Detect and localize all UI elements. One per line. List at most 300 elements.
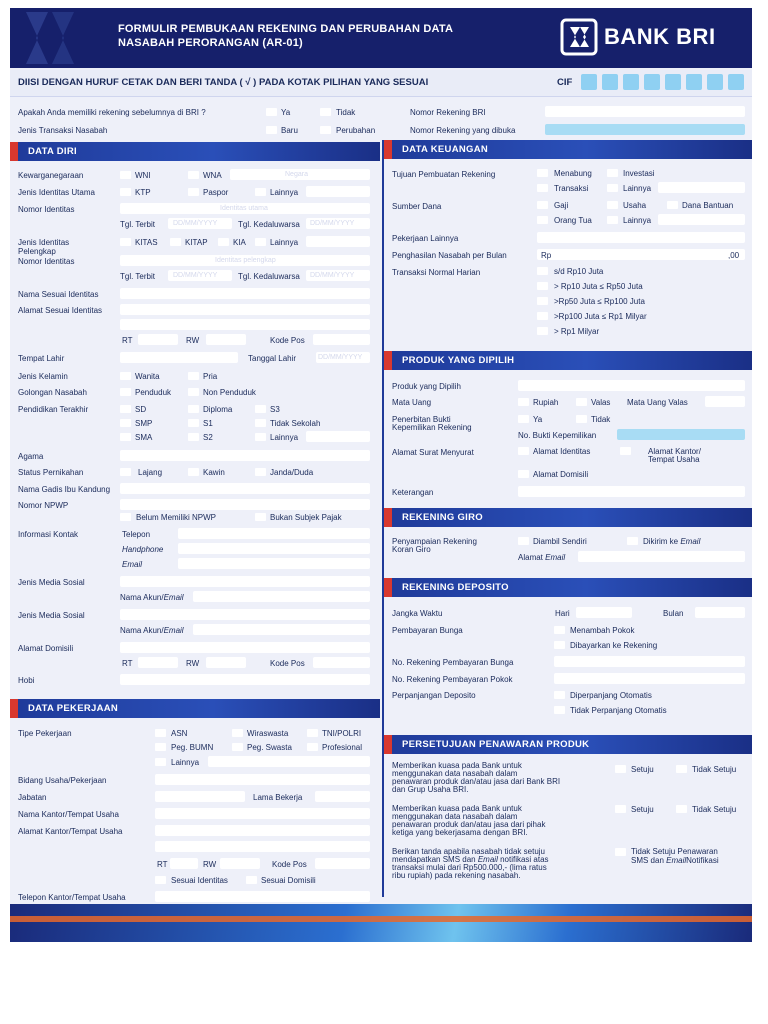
daily-opt-1-label: s/d Rp10 Juta bbox=[554, 267, 604, 276]
other-id-field[interactable] bbox=[306, 186, 370, 197]
kitas-checkbox[interactable] bbox=[120, 238, 131, 246]
form-title-line-2: NASABAH PERORANGAN (AR-01) bbox=[118, 37, 303, 49]
consent-1-agree-checkbox[interactable] bbox=[615, 765, 626, 773]
s3-label: S3 bbox=[270, 405, 280, 414]
female-checkbox[interactable] bbox=[120, 372, 131, 380]
ownership-proof-label-1: Penerbitan Bukti bbox=[392, 415, 451, 424]
email-field[interactable] bbox=[178, 558, 370, 569]
salary-checkbox[interactable] bbox=[537, 201, 548, 209]
new-label: Baru bbox=[281, 126, 298, 135]
extension-label: Perpanjangan Deposito bbox=[392, 691, 476, 700]
cif-digit-box[interactable] bbox=[623, 74, 639, 90]
proof-yes-label: Ya bbox=[533, 415, 543, 424]
postal-code-field[interactable] bbox=[313, 334, 370, 345]
valas-checkbox[interactable] bbox=[576, 398, 587, 406]
s1-label: S1 bbox=[203, 419, 213, 428]
proof-number-label: No. Bukti Kepemilikan bbox=[518, 431, 597, 440]
married-checkbox[interactable] bbox=[188, 468, 199, 476]
self-employed-checkbox[interactable] bbox=[232, 729, 243, 737]
professional-checkbox[interactable] bbox=[307, 743, 318, 751]
sms-email-disagree-checkbox[interactable] bbox=[615, 848, 626, 856]
domicile-postal-label: Kode Pos bbox=[270, 659, 305, 668]
name-field[interactable] bbox=[120, 288, 370, 299]
private-employee-label: Peg. Swasta bbox=[247, 743, 292, 752]
parents-checkbox[interactable] bbox=[537, 216, 548, 224]
private-employee-checkbox[interactable] bbox=[232, 743, 243, 751]
no-school-checkbox[interactable] bbox=[255, 419, 266, 427]
disagree-label: Tidak Setuju bbox=[692, 805, 737, 814]
no-auto-extend-checkbox[interactable] bbox=[554, 706, 565, 714]
mail-office-address-checkbox[interactable] bbox=[620, 447, 631, 455]
office-phone-label: Telepon Kantor/Tempat Usaha bbox=[18, 893, 126, 902]
office-phone-field[interactable] bbox=[155, 891, 370, 902]
section-title: DATA PEKERJAAN bbox=[28, 703, 119, 714]
kia-checkbox[interactable] bbox=[218, 238, 229, 246]
same-as-domicile-checkbox[interactable] bbox=[246, 876, 257, 884]
address-field-line-1[interactable] bbox=[120, 304, 370, 315]
handphone-label: Handphone bbox=[122, 545, 164, 554]
section-data-keuangan bbox=[384, 140, 752, 159]
consent-3-text: mendapatkan SMS dan bbox=[392, 855, 478, 864]
sma-checkbox[interactable] bbox=[120, 433, 131, 441]
send-email-checkbox[interactable] bbox=[627, 537, 638, 545]
domicile-postal-field[interactable] bbox=[313, 657, 370, 668]
consent-1-line: dan Grup Usaha BRI. bbox=[392, 785, 469, 794]
daily-opt-4-label: >Rp100 Juta ≤ Rp1 Milyar bbox=[554, 312, 647, 321]
other-id-checkbox[interactable] bbox=[255, 188, 266, 196]
instruction-text: DIISI DENGAN HURUF CETAK DAN BERI TANDA ( √ ) PADA KOTAK PILIHAN YANG SESUAI bbox=[18, 77, 429, 88]
daily-opt-2-checkbox[interactable] bbox=[537, 282, 548, 290]
passport-label: Paspor bbox=[203, 188, 229, 197]
consent-2-agree-checkbox[interactable] bbox=[615, 805, 626, 813]
country-placeholder: Negara bbox=[285, 171, 308, 178]
daily-opt-4-checkbox[interactable] bbox=[537, 312, 548, 320]
proof-number-field[interactable] bbox=[617, 429, 745, 440]
same-as-id-label: Sesuai Identitas bbox=[171, 876, 228, 885]
form-title-line-1: FORMULIR PEMBUKAAN REKENING DAN PERUBAHAN DATA bbox=[118, 23, 454, 35]
consent-3-line: Berikan tanda apabila nasabah tidak setuju bbox=[392, 847, 545, 856]
other-education-checkbox[interactable] bbox=[255, 433, 266, 441]
section-rekening-giro bbox=[384, 508, 752, 527]
sms-disagree-label: Tidak Setuju Penawaran bbox=[631, 847, 718, 856]
daily-opt-5-checkbox[interactable] bbox=[537, 327, 548, 335]
principal-account-label: No. Rekening Pembayaran Pokok bbox=[392, 675, 513, 684]
cif-digit-box[interactable] bbox=[707, 74, 723, 90]
mail-office-address-label-2: Tempat Usaha bbox=[648, 455, 700, 464]
job-type-label: Tipe Pekerjaan bbox=[18, 729, 72, 738]
other-supp-id-field[interactable] bbox=[306, 236, 370, 247]
cif-label: CIF bbox=[557, 77, 573, 88]
non-resident-checkbox[interactable] bbox=[188, 388, 199, 396]
male-checkbox[interactable] bbox=[188, 372, 199, 380]
other-education-field[interactable] bbox=[306, 431, 370, 442]
cif-digit-box[interactable] bbox=[686, 74, 702, 90]
address-email-text: Email bbox=[545, 553, 566, 562]
female-label: Wanita bbox=[135, 372, 160, 381]
foreign-currency-label: Mata Uang Valas bbox=[627, 398, 688, 407]
primary-id-placeholder: Identitas utama bbox=[220, 205, 268, 212]
consent-1-line: menggunakan data nasabah dalam bbox=[392, 769, 518, 778]
date-placeholder: DD/MM/YYYY bbox=[318, 354, 363, 361]
not-tax-subject-label: Bukan Subjek Pajak bbox=[270, 513, 342, 522]
domicile-address-field[interactable] bbox=[120, 642, 370, 653]
cif-digit-box[interactable] bbox=[665, 74, 681, 90]
office-name-field[interactable] bbox=[155, 808, 370, 819]
mother-maiden-name-field[interactable] bbox=[120, 483, 370, 494]
npwp-field[interactable] bbox=[120, 499, 370, 510]
resident-label: Penduduk bbox=[135, 388, 172, 397]
smp-checkbox[interactable] bbox=[120, 419, 131, 427]
transaction-type-label: Jenis Transaksi Nasabah bbox=[18, 126, 108, 135]
section-tab bbox=[10, 142, 18, 161]
widowed-label: Janda/Duda bbox=[270, 468, 314, 477]
section-title: DATA DIRI bbox=[28, 146, 77, 157]
same-as-domicile-label: Sesuai Domisili bbox=[261, 876, 316, 885]
postal-code-label: Kode Pos bbox=[270, 336, 305, 345]
other-purpose-field[interactable] bbox=[658, 182, 745, 193]
account-email-text: Email bbox=[163, 626, 184, 635]
birthplace-field[interactable] bbox=[120, 352, 238, 363]
account-name-field-2[interactable] bbox=[193, 624, 370, 635]
handphone-field[interactable] bbox=[178, 543, 370, 554]
disagree-label: Tidak Setuju bbox=[692, 765, 737, 774]
consent-3-email: Email bbox=[477, 855, 498, 864]
account-name-text: Nama Akun/ bbox=[120, 593, 164, 602]
giro-email-field[interactable] bbox=[578, 551, 745, 562]
other-source-field[interactable] bbox=[658, 214, 745, 225]
birthplace-label: Tempat Lahir bbox=[18, 354, 65, 363]
chosen-product-field[interactable] bbox=[518, 380, 745, 391]
supplementary-id-type-label-2: Pelengkap bbox=[18, 247, 56, 256]
daily-transaction-label: Transaksi Normal Harian bbox=[392, 268, 481, 277]
mail-domicile-label: Alamat Domisili bbox=[533, 470, 589, 479]
wna-label: WNA bbox=[203, 171, 222, 180]
ktp-checkbox[interactable] bbox=[120, 188, 131, 196]
yes-label: Ya bbox=[281, 108, 291, 117]
diploma-checkbox[interactable] bbox=[188, 405, 199, 413]
bank-brand bbox=[560, 18, 740, 56]
date-placeholder: DD/MM/YYYY bbox=[310, 272, 355, 279]
transaction-checkbox[interactable] bbox=[537, 184, 548, 192]
pick-up-label: Diambil Sendiri bbox=[533, 537, 587, 546]
expiry-date-label: Tgl. Kedaluwarsa bbox=[238, 220, 300, 229]
gender-label: Jenis Kelamin bbox=[18, 372, 68, 381]
section-produk bbox=[384, 351, 752, 370]
add-principal-label: Menambah Pokok bbox=[570, 626, 635, 635]
supp-issue-date-label: Tgl. Terbit bbox=[120, 272, 155, 281]
decimal-suffix: ,00 bbox=[728, 251, 740, 260]
account-name-field-1[interactable] bbox=[193, 591, 370, 602]
self-employed-label: Wiraswasta bbox=[247, 729, 289, 738]
cif-digit-box[interactable] bbox=[602, 74, 618, 90]
social-media-type-label-2: Jenis Media Sosial bbox=[18, 611, 85, 620]
section-title: REKENING DEPOSITO bbox=[402, 582, 509, 593]
sms-text: SMS dan bbox=[631, 856, 667, 865]
other-supp-id-checkbox[interactable] bbox=[255, 238, 266, 246]
section-tab bbox=[384, 351, 392, 370]
send-to-text: Dikirim ke bbox=[643, 537, 681, 546]
resident-checkbox[interactable] bbox=[120, 388, 131, 396]
bri-account-number-label: Nomor Rekening BRI bbox=[410, 108, 486, 117]
saving-checkbox[interactable] bbox=[537, 169, 548, 177]
existing-account-no-checkbox[interactable] bbox=[320, 108, 331, 116]
domicile-rw-field[interactable] bbox=[206, 657, 246, 668]
daily-opt-3-checkbox[interactable] bbox=[537, 297, 548, 305]
other-job-fin-label: Pekerjaan Lainnya bbox=[392, 234, 459, 243]
change-checkbox[interactable] bbox=[320, 126, 331, 134]
rw-label: RW bbox=[186, 336, 200, 345]
wni-label: WNI bbox=[135, 171, 151, 180]
office-rw-label: RW bbox=[203, 860, 217, 869]
office-address-label: Alamat Kantor/Tempat Usaha bbox=[18, 827, 123, 836]
currency-prefix: Rp bbox=[541, 251, 552, 260]
position-field[interactable] bbox=[155, 791, 245, 802]
notes-field[interactable] bbox=[518, 486, 745, 497]
other-purpose-label: Lainnya bbox=[623, 184, 652, 193]
daily-opt-3-label: >Rp50 Juta ≤ Rp100 Juta bbox=[554, 297, 645, 306]
sd-checkbox[interactable] bbox=[120, 405, 131, 413]
agree-label: Setuju bbox=[631, 805, 654, 814]
office-rt-field[interactable] bbox=[170, 858, 198, 869]
date-placeholder: DD/MM/YYYY bbox=[173, 272, 218, 279]
id-number-label: Nomor Identitas bbox=[18, 205, 75, 214]
consent-3-text: notifikasi atas bbox=[497, 855, 549, 864]
domicile-rt-field[interactable] bbox=[138, 657, 178, 668]
existing-account-yes-checkbox[interactable] bbox=[266, 108, 277, 116]
wna-checkbox[interactable] bbox=[188, 171, 199, 179]
section-data-pekerjaan bbox=[10, 699, 380, 718]
aid-fund-checkbox[interactable] bbox=[667, 201, 678, 209]
new-checkbox[interactable] bbox=[266, 126, 277, 134]
kitap-checkbox[interactable] bbox=[170, 238, 181, 246]
monthly-income-field[interactable] bbox=[537, 249, 745, 260]
widowed-checkbox[interactable] bbox=[255, 468, 266, 476]
phone-label: Telepon bbox=[122, 530, 151, 539]
account-name-text: Nama Akun/ bbox=[120, 626, 164, 635]
consent-3-line: ribu rupiah) pada rekening nasabah. bbox=[392, 871, 521, 880]
brand-watermark-icon bbox=[18, 8, 88, 68]
office-address-field-2[interactable] bbox=[155, 841, 370, 852]
section-tab bbox=[384, 578, 392, 597]
office-postal-field[interactable] bbox=[315, 858, 370, 869]
section-tab bbox=[10, 699, 18, 718]
not-tax-subject-checkbox[interactable] bbox=[255, 513, 266, 521]
address-label: Alamat Sesuai Identitas bbox=[18, 306, 103, 315]
office-name-label: Nama Kantor/Tempat Usaha bbox=[18, 810, 119, 819]
supplementary-id-type-label-1: Jenis Identitas bbox=[18, 238, 70, 247]
bumn-employee-checkbox[interactable] bbox=[155, 743, 166, 751]
bumn-employee-label: Peg. BUMN bbox=[171, 743, 214, 752]
education-label: Pendidikan Terakhir bbox=[18, 405, 89, 414]
smp-label: SMP bbox=[135, 419, 153, 428]
social-media-type-label-1: Jenis Media Sosial bbox=[18, 578, 85, 587]
rw-field[interactable] bbox=[206, 334, 246, 345]
supp-expiry-date-label: Tgl. Kedaluwarsa bbox=[238, 272, 300, 281]
consent-2-line: ketiga yang bekerjasama dengan BRI. bbox=[392, 828, 528, 837]
rupiah-checkbox[interactable] bbox=[518, 398, 529, 406]
aid-fund-label: Dana Bantuan bbox=[682, 201, 734, 210]
interest-payment-label: Pembayaran Bunga bbox=[392, 626, 463, 635]
sma-label: SMA bbox=[135, 433, 153, 442]
section-tab bbox=[384, 140, 392, 159]
section-title: DATA KEUANGAN bbox=[402, 144, 489, 155]
months-field[interactable] bbox=[695, 607, 745, 618]
religion-label: Agama bbox=[18, 452, 44, 461]
office-address-field-1[interactable] bbox=[155, 825, 370, 836]
supp-id-number-label: Nomor Identitas bbox=[18, 257, 75, 266]
business-label: Usaha bbox=[623, 201, 647, 210]
other-job-checkbox[interactable] bbox=[155, 758, 166, 766]
same-as-id-checkbox[interactable] bbox=[155, 876, 166, 884]
birthdate-label: Tanggal Lahir bbox=[248, 354, 297, 363]
section-title: PRODUK YANG DIPILIH bbox=[402, 355, 515, 366]
opened-account-number-field[interactable] bbox=[545, 124, 745, 135]
term-label: Jangka Waktu bbox=[392, 609, 443, 618]
social-media-type-field-2[interactable] bbox=[120, 609, 370, 620]
send-email-text: Email bbox=[680, 537, 701, 546]
consent-2-line: menggunakan data nasabah dalam bbox=[392, 812, 518, 821]
add-principal-checkbox[interactable] bbox=[554, 626, 565, 634]
cif-digit-box[interactable] bbox=[644, 74, 660, 90]
nationality-label: Kewarganegaraan bbox=[18, 171, 84, 180]
investment-label: Investasi bbox=[623, 169, 655, 178]
kitas-label: KITAS bbox=[135, 238, 158, 247]
principal-account-field[interactable] bbox=[554, 673, 745, 684]
non-resident-label: Non Penduduk bbox=[203, 388, 256, 397]
customer-group-label: Golongan Nasabah bbox=[18, 388, 87, 397]
other-purpose-checkbox[interactable] bbox=[607, 184, 618, 192]
other-id-label: Lainnya bbox=[270, 188, 299, 197]
sms-email-notif-label bbox=[631, 856, 719, 865]
auto-extend-checkbox[interactable] bbox=[554, 691, 565, 699]
bri-logo-icon bbox=[560, 18, 598, 56]
diploma-label: Diploma bbox=[203, 405, 233, 414]
other-job-label: Lainnya bbox=[171, 758, 200, 767]
agree-label: Setuju bbox=[631, 765, 654, 774]
consent-2-line: Memberikan kuasa pada Bank untuk bbox=[392, 804, 522, 813]
business-checkbox[interactable] bbox=[607, 201, 618, 209]
rt-label: RT bbox=[122, 336, 133, 345]
sd-label: SD bbox=[135, 405, 147, 414]
business-field-label: Bidang Usaha/Pekerjaan bbox=[18, 776, 107, 785]
mail-office-address-label-1: Alamat Kantor/ bbox=[648, 447, 701, 456]
tni-polri-checkbox[interactable] bbox=[307, 729, 318, 737]
pick-up-checkbox[interactable] bbox=[518, 537, 529, 545]
section-tab bbox=[384, 735, 392, 754]
religion-field[interactable] bbox=[120, 450, 370, 461]
domicile-address-label: Alamat Domisili bbox=[18, 644, 74, 653]
hobby-field[interactable] bbox=[120, 674, 370, 685]
section-persetujuan bbox=[384, 735, 752, 754]
account-purpose-label: Tujuan Pembuatan Rekening bbox=[392, 170, 496, 179]
marital-status-label: Status Pernikahan bbox=[18, 468, 84, 477]
mailing-address-label: Alamat Surat Menyurat bbox=[392, 448, 474, 457]
section-rekening-deposito bbox=[384, 578, 752, 597]
cif-digit-box[interactable] bbox=[728, 74, 744, 90]
daily-opt-1-checkbox[interactable] bbox=[537, 267, 548, 275]
consent-2-line: penawaran produk dan/atau jasa dari pihak bbox=[392, 820, 546, 829]
days-label: Hari bbox=[555, 609, 570, 618]
single-checkbox[interactable] bbox=[120, 468, 131, 476]
days-field[interactable] bbox=[576, 607, 632, 618]
office-rt-label: RT bbox=[157, 860, 168, 869]
consent-2-disagree-checkbox[interactable] bbox=[676, 805, 687, 813]
months-label: Bulan bbox=[663, 609, 684, 618]
mail-id-address-checkbox[interactable] bbox=[518, 447, 529, 455]
asn-label: ASN bbox=[171, 729, 188, 738]
s3-checkbox[interactable] bbox=[255, 405, 266, 413]
daily-opt-2-label: > Rp10 Juta ≤ Rp50 Juta bbox=[554, 282, 643, 291]
consent-1-line: Memberikan kuasa pada Bank untuk bbox=[392, 761, 522, 770]
valas-label: Valas bbox=[591, 398, 611, 407]
passport-checkbox[interactable] bbox=[188, 188, 199, 196]
rt-field[interactable] bbox=[138, 334, 178, 345]
opened-account-number-label: Nomor Rekening yang dibuka bbox=[410, 126, 516, 135]
no-label: Tidak bbox=[336, 108, 356, 117]
account-email-text: Email bbox=[163, 593, 184, 602]
investment-checkbox[interactable] bbox=[607, 169, 618, 177]
proof-no-checkbox[interactable] bbox=[576, 415, 587, 423]
s2-checkbox[interactable] bbox=[188, 433, 199, 441]
business-field-field[interactable] bbox=[155, 774, 370, 785]
wni-checkbox[interactable] bbox=[120, 171, 131, 179]
position-label: Jabatan bbox=[18, 793, 47, 802]
s2-label: S2 bbox=[203, 433, 213, 442]
work-duration-field[interactable] bbox=[315, 791, 370, 802]
interest-account-field[interactable] bbox=[554, 656, 745, 667]
mother-maiden-name-label: Nama Gadis Ibu Kandung bbox=[18, 485, 111, 494]
no-npwp-checkbox[interactable] bbox=[120, 513, 131, 521]
address-field-line-2[interactable] bbox=[120, 319, 370, 330]
consent-3-line: transaksi mulai dari Rp500.000,- (lima ratus bbox=[392, 863, 547, 872]
male-label: Pria bbox=[203, 372, 218, 381]
footer-band bbox=[10, 904, 752, 942]
consent-1-disagree-checkbox[interactable] bbox=[676, 765, 687, 773]
proof-yes-checkbox[interactable] bbox=[518, 415, 529, 423]
kia-label: KIA bbox=[233, 238, 246, 247]
hobby-label: Hobi bbox=[18, 676, 35, 685]
section-data-diri bbox=[10, 142, 380, 161]
daily-opt-5-label: > Rp1 Milyar bbox=[554, 327, 600, 336]
phone-field[interactable] bbox=[178, 528, 370, 539]
date-placeholder: DD/MM/YYYY bbox=[310, 220, 355, 227]
q-existing-account-label: Apakah Anda memiliki rekening sebelumnya di BRI ? bbox=[18, 108, 206, 117]
bri-account-number-field[interactable] bbox=[545, 106, 745, 117]
social-media-type-field-1[interactable] bbox=[120, 576, 370, 587]
domicile-rt-label: RT bbox=[122, 659, 133, 668]
office-rw-field[interactable] bbox=[220, 858, 260, 869]
address-text: Alamat bbox=[518, 553, 546, 562]
cif-digit-box[interactable] bbox=[581, 74, 597, 90]
other-job-field[interactable] bbox=[208, 756, 370, 767]
email-address-label bbox=[518, 553, 565, 562]
foreign-currency-field[interactable] bbox=[705, 396, 745, 407]
email-label: Email bbox=[122, 560, 143, 569]
asn-checkbox[interactable] bbox=[155, 729, 166, 737]
s1-checkbox[interactable] bbox=[188, 419, 199, 427]
pay-to-account-checkbox[interactable] bbox=[554, 641, 565, 649]
change-label: Perubahan bbox=[336, 126, 376, 135]
salary-label: Gaji bbox=[554, 201, 569, 210]
mail-domicile-checkbox[interactable] bbox=[518, 470, 529, 478]
other-job-fin-field[interactable] bbox=[537, 232, 745, 243]
parents-label: Orang Tua bbox=[554, 216, 592, 225]
section-title: PERSETUJUAN PENAWARAN PRODUK bbox=[402, 739, 590, 750]
other-source-checkbox[interactable] bbox=[607, 216, 618, 224]
married-label: Kawin bbox=[203, 468, 225, 477]
consent-1-line: penawaran produk dan/atau jasa dari Bank BRI bbox=[392, 777, 561, 786]
date-placeholder: DD/MM/YYYY bbox=[173, 220, 218, 227]
